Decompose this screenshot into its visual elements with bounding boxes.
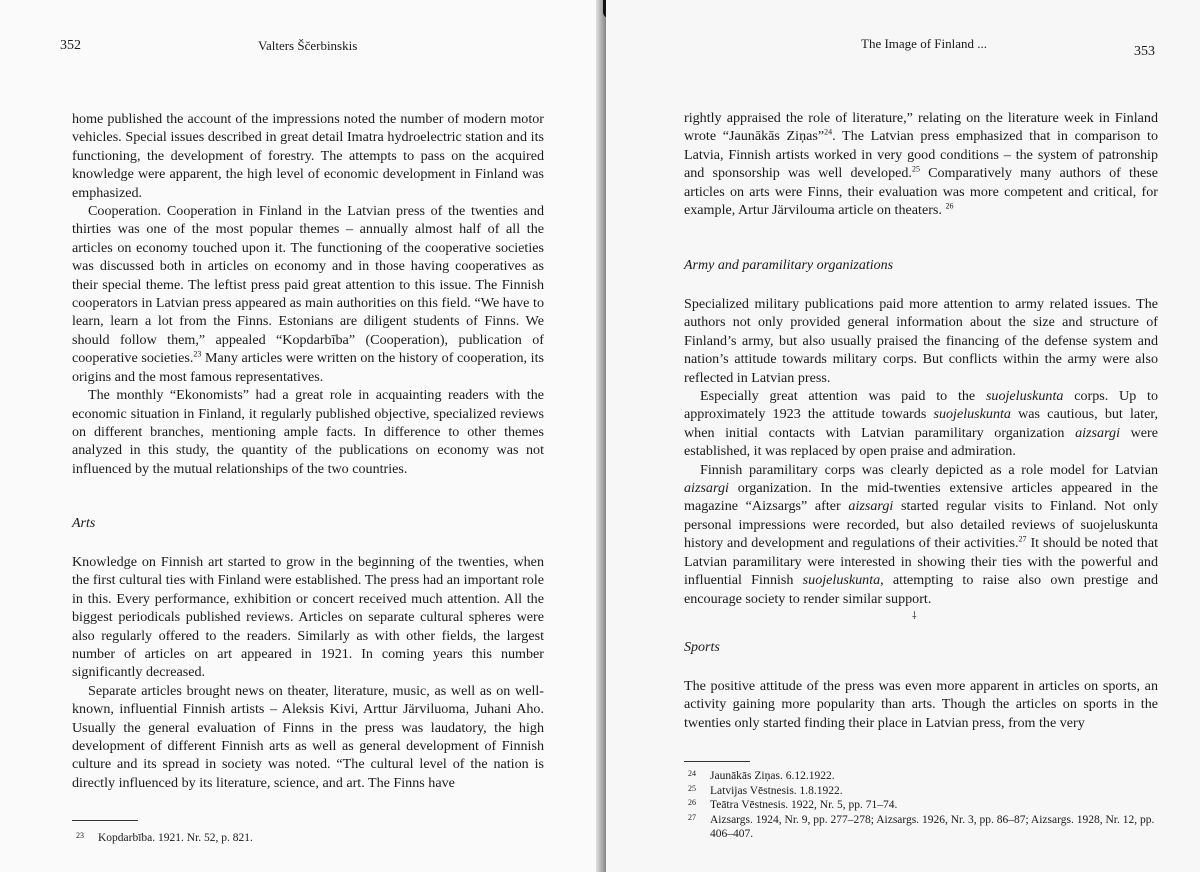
footnote-ref: 23 bbox=[193, 349, 202, 359]
body-text-block-3 bbox=[684, 677, 1158, 732]
italic-term: suojeluskunta bbox=[933, 406, 1011, 423]
footnote-number: 24 bbox=[688, 769, 696, 778]
paragraph: The positive attitude of the press was even more apparent in articles on sports, an activity gaining more popularity than arts. Though the articles on sports in the twenties only started finding their place in Latvian press, from the very bbox=[684, 678, 1158, 731]
paragraph-text: started regular visits to Finland. Not only personal impressions were recorded, but also detailed reviews of suojeluskunta history and development and regulations of their activities. bbox=[684, 498, 1159, 552]
paragraph bbox=[684, 387, 1158, 461]
section-heading: Army and paramilitary organizations bbox=[684, 258, 894, 273]
footnote-text: Latvijas Vēstnesis. 1.8.1922. bbox=[710, 784, 843, 797]
footnotes bbox=[72, 831, 544, 846]
paragraph-text: Finnish paramilitary corps was clearly depicted as a role model for Latvian bbox=[700, 461, 1158, 478]
body-text-block-2 bbox=[72, 553, 544, 792]
paragraph-text: Comparatively many authors of these articles on arts were Finns, their evaluation was more competent and critical, for example, Artur Järvilouma article on theaters. bbox=[684, 165, 1158, 219]
page-number: 352 bbox=[60, 38, 81, 53]
paragraph: The monthly “Ekonomists” had a great role in acquainting readers with the economic situation in Finland, it regularly published objective, specialized reviews on different branches, mentioning ample facts. In difference to other themes analyzed in this study, the quantity of the publications on economy was not influenced by the mutual relationships of the two countries. bbox=[72, 387, 544, 477]
footnote-ref: 24 bbox=[824, 127, 833, 137]
paragraph-text: Cooperation. Cooperation in Finland in the Latvian press of the twenties and thirties was one of the most popular themes – annually almost half of all the articles on economy touched upon it. The functioning of the cooperative societies was discussed both in articles on economy and in those having cooperatives as their special theme. The leftist press paid great attention to this issue. The Finnish cooperators in Latvian press appeared as main authorities on this field. “We have to learn, learn a lot from the Finns. Estonians are diligent students of Finns. We should follow them,” appealed “Kopdarbība” (Cooperation), publication of cooperative societies. bbox=[72, 203, 544, 367]
italic-term: suojeluskunta bbox=[985, 388, 1064, 405]
footnote-ref: 26 bbox=[945, 201, 954, 211]
paragraph bbox=[684, 461, 1158, 608]
footnote-ref: 27 bbox=[1018, 534, 1027, 544]
body-text-block-1 bbox=[684, 109, 1158, 219]
paragraph-text: was cautious, but later, when initial contacts with Latvian paramilitary organization bbox=[684, 406, 1158, 441]
italic-term: aizsargi bbox=[1075, 424, 1120, 441]
footnote-rule bbox=[72, 820, 138, 821]
footnote-number: 23 bbox=[76, 831, 84, 840]
footnote-text: Kopdarbība. 1921. Nr. 52, p. 821. bbox=[98, 832, 253, 844]
paragraph-text: rightly appraised the role of literature,” relating on the literature week in Finland wrote “Jaunākās Ziņas” bbox=[684, 110, 1158, 145]
footnote-ref: 25 bbox=[911, 164, 920, 174]
footnote-text: Teātra Vēstnesis. 1922, Nr. 5, pp. 71–74. bbox=[710, 799, 898, 811]
paragraph: Specialized military publications paid more attention to army related issues. The authors not only provided general information about the size and structure of Finland’s army, but also usually praised the financing of the defense system and nation’s attitude towards military corps. But conflicts within the army were also reflected in Latvian press. bbox=[684, 296, 1158, 386]
paragraph: Knowledge on Finnish art started to grow in the beginning of the twenties, when the first cultural ties with Finland were established. The press had an important role in this. Every performance, exhibition or concert received much attention. All the biggest periodicals published reviews. Articles on separate cultural spheres were also regularly offered to the readers. Similarly as with other fields, the largest number of articles on art appeared in 1921. In coming years this number significantly decreased. bbox=[72, 554, 544, 681]
running-head: Valters Ščerbinskis bbox=[258, 38, 358, 53]
footnote bbox=[684, 798, 1158, 813]
italic-term: aizsargi bbox=[848, 498, 894, 515]
body-text-block-1 bbox=[72, 110, 544, 478]
stray-mark: ⸸ bbox=[912, 611, 917, 622]
footnote-rule bbox=[684, 761, 750, 762]
paragraph bbox=[684, 109, 1158, 219]
footnote-text: Jaunākās Ziņas. 6.12.1922. bbox=[710, 770, 835, 782]
paragraph: Separate articles brought news on theater, literature, music, as well as on well-known, influential Finnish artists – Aleksis Kivi, Arttur Järviluoma, Juhani Aho. Usually the general evaluation of Finns in the press was laudatory, the high development of different Finnish arts as well as general development of Finnish culture and its spread in society was noted. “The cultural level of the nation is directly influenced by its literature, science, and art. The Finns have bbox=[72, 682, 544, 791]
paragraph-text: were established, it was replaced by open praise and admiration. bbox=[684, 424, 1159, 460]
body-text-block-2 bbox=[684, 295, 1158, 608]
footnote-text: Aizsargs. 1924, Nr. 9, pp. 277–278; Aizsargs. 1926, Nr. 3, pp. 86–87; Aizsargs. 1928, Nr. 12, pp. 406–407. bbox=[710, 813, 1155, 840]
right-page bbox=[606, 0, 1200, 872]
paragraph: home published the account of the impressions noted the number of modern motor vehicles. Special issues described in great detail Imatra hydroelectric station and its functioning, the development of forestry. The attempts to pass on the acquired knowledge were apparent, the high level of economic development in Finland was emphasized. bbox=[72, 111, 544, 201]
section-heading: Sports bbox=[684, 640, 720, 655]
paragraph-text: , attempting to raise also own prestige and encourage society to render similar support. bbox=[684, 572, 1158, 607]
paragraph-text: Especially great attention was paid to the bbox=[700, 388, 986, 405]
footnote bbox=[684, 769, 1158, 784]
footnote-number: 25 bbox=[688, 783, 696, 793]
italic-term: aizsargi bbox=[684, 480, 729, 497]
running-head: The Image of Finland ... bbox=[861, 36, 987, 51]
paragraph-text: It should be noted that Latvian paramilitary were interested in showing their ties with the powerful and influential Finnish bbox=[684, 535, 1158, 589]
footnote bbox=[684, 813, 1158, 842]
paragraph bbox=[72, 202, 544, 386]
footnotes bbox=[684, 769, 1158, 842]
italic-term: suojeluskunta bbox=[802, 572, 881, 589]
paragraph-text: corps. Up to approximately 1923 the attitude towards bbox=[684, 388, 1158, 423]
page-number: 353 bbox=[1134, 44, 1155, 59]
footnote bbox=[684, 784, 1158, 799]
paragraph-text: Many articles were written on the history of cooperation, its origins and the most famous representatives. bbox=[72, 350, 544, 385]
section-heading: Arts bbox=[72, 516, 96, 531]
footnote bbox=[72, 831, 544, 846]
footnote-number: 26 bbox=[688, 798, 696, 807]
paragraph-text: . The Latvian press emphasized that in comparison to Latvia, Finnish artists worked in very good conditions – the system of patronship and sponsorship was well developed. bbox=[684, 128, 1158, 182]
footnote-number: 27 bbox=[688, 812, 696, 822]
paragraph-text: organization. In the mid-twenties extensive articles appeared in the magazine “Aizsargs” after bbox=[684, 480, 1158, 515]
